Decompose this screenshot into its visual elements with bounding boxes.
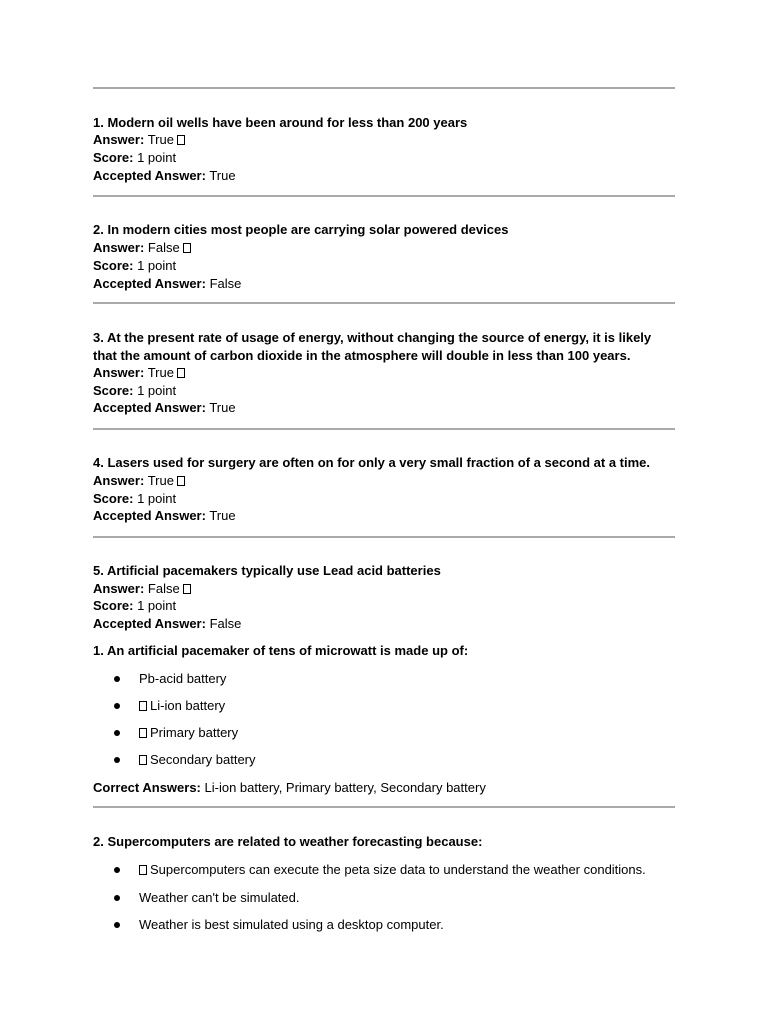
answer-value: True	[147, 365, 174, 380]
score-label: Score:	[93, 491, 134, 506]
accepted-row-3	[93, 399, 675, 417]
mcq-1-question: 1. An artificial pacemaker of tens of microwatt is made up of:	[93, 643, 469, 658]
answer-row-4	[93, 472, 675, 490]
bullet	[114, 757, 120, 763]
mcq-1-option	[139, 697, 225, 715]
score-label: Score:	[93, 383, 134, 398]
mcq-1-option	[139, 724, 238, 742]
option-label: Weather can't be simulated.	[139, 890, 300, 905]
accepted-label: Accepted Answer:	[93, 400, 206, 415]
correct-answers-row	[93, 779, 675, 797]
option-label: Primary battery	[150, 725, 239, 740]
option-label: Supercomputers can execute the peta size data to understand the weather conditions.	[150, 862, 646, 877]
correct-answers-value: Li-ion battery, Primary battery, Secondary battery	[204, 780, 486, 795]
mcq-1-option	[139, 670, 226, 688]
option-label: Weather is best simulated using a desktop computer.	[139, 917, 444, 932]
bullet	[114, 922, 120, 928]
option-label: Secondary battery	[150, 752, 256, 767]
score-value: 1 point	[137, 491, 177, 506]
score-value: 1 point	[137, 383, 177, 398]
accepted-label: Accepted Answer:	[93, 276, 206, 291]
accepted-value: False	[209, 276, 242, 291]
accepted-value: True	[209, 168, 236, 183]
score-value: 1 point	[137, 150, 177, 165]
status-box-icon	[183, 243, 191, 253]
answer-row-5	[93, 580, 675, 598]
checkbox-icon	[139, 728, 147, 738]
answer-label: Answer:	[93, 132, 145, 147]
score-label: Score:	[93, 150, 134, 165]
answer-value: False	[147, 581, 180, 596]
status-box-icon	[177, 135, 185, 145]
score-row-5	[93, 597, 675, 615]
divider	[93, 87, 675, 89]
divider	[93, 428, 675, 430]
score-row-1	[93, 149, 675, 167]
mcq-2-option	[139, 889, 300, 907]
question-3: 3. At the present rate of usage of energy, without changing the source of energy, it is likely that the amount of carbon dioxide in the atmosphere will double in less than 100 years.	[93, 330, 652, 363]
question-2: 2. In modern cities most people are carrying solar powered devices	[93, 222, 509, 237]
checkbox-icon	[139, 865, 147, 875]
answer-value: False	[147, 240, 180, 255]
bullet	[114, 730, 120, 736]
mcq-2-question: 2. Supercomputers are related to weather forecasting because:	[93, 834, 483, 849]
status-box-icon	[183, 584, 191, 594]
accepted-label: Accepted Answer:	[93, 508, 206, 523]
score-label: Score:	[93, 258, 134, 273]
score-row-2	[93, 257, 675, 275]
mcq-2-option	[139, 916, 444, 934]
accepted-value: True	[209, 400, 236, 415]
answer-row-1	[93, 131, 675, 149]
status-box-icon	[177, 476, 185, 486]
score-row-4	[93, 490, 675, 508]
accepted-row-2	[93, 275, 675, 293]
divider	[93, 806, 675, 808]
score-row-3	[93, 382, 675, 400]
score-label: Score:	[93, 598, 134, 613]
accepted-value: True	[209, 508, 236, 523]
question-4: 4. Lasers used for surgery are often on for only a very small fraction of a second at a time.	[93, 455, 651, 470]
divider	[93, 536, 675, 538]
checkbox-icon	[139, 755, 147, 765]
answer-row-2	[93, 239, 675, 257]
answer-value: True	[147, 132, 174, 147]
mcq-2-option	[139, 861, 646, 879]
question-1: 1. Modern oil wells have been around for less than 200 years	[93, 115, 468, 130]
accepted-label: Accepted Answer:	[93, 616, 206, 631]
answer-label: Answer:	[93, 240, 145, 255]
option-label: Pb-acid battery	[139, 671, 227, 686]
divider	[93, 302, 675, 304]
answer-row-3	[93, 364, 675, 382]
bullet	[114, 676, 120, 682]
accepted-row-5	[93, 615, 675, 633]
checkbox-icon	[139, 701, 147, 711]
accepted-label: Accepted Answer:	[93, 168, 206, 183]
bullet	[114, 895, 120, 901]
divider	[93, 195, 675, 197]
answer-label: Answer:	[93, 473, 145, 488]
accepted-value: False	[209, 616, 242, 631]
score-value: 1 point	[137, 258, 177, 273]
score-value: 1 point	[137, 598, 177, 613]
status-box-icon	[177, 368, 185, 378]
answer-label: Answer:	[93, 365, 145, 380]
bullet	[114, 703, 120, 709]
mcq-1-option	[139, 751, 256, 769]
bullet	[114, 867, 120, 873]
accepted-row-4	[93, 507, 675, 525]
accepted-row-1	[93, 167, 675, 185]
correct-answers-label: Correct Answers:	[93, 780, 201, 795]
question-5: 5. Artificial pacemakers typically use Lead acid batteries	[93, 563, 441, 578]
answer-value: True	[147, 473, 174, 488]
answer-label: Answer:	[93, 581, 145, 596]
option-label: Li-ion battery	[150, 698, 226, 713]
